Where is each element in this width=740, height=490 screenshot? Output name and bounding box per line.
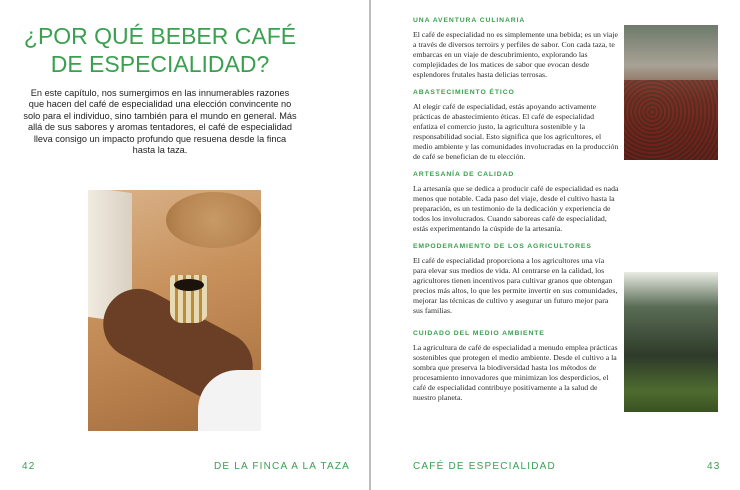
coffee-beans-drying-photo: [624, 25, 718, 160]
section-body: Al elegir café de especialidad, estás apoyando activamente prácticas de abastecimiento éticas. El café de especialidad enfatiza el comercio justo, la agricultura sostenible y la responsabilidad social. Esto significa que los agricultores, el medio ambiente y las comunidades involucradas en la producción de café se benefician de tu elección.: [413, 102, 619, 161]
section-heading: ABASTECIMIENTO ÉTICO: [413, 89, 515, 96]
running-footer-right: CAFÉ DE ESPECIALIDAD: [413, 461, 556, 472]
page-number-right: 43: [707, 461, 721, 472]
sections-column: [413, 17, 619, 403]
section-body: La agricultura de café de especialidad a menudo emplea prácticas sostenibles que protegen el medio ambiente. Desde el cultivo a la sombra que preserva la biodiversidad hasta los métodos de procesamiento innovadores que minimizan los desperdicios, el café de especialidad contribuye positivamente a la salud de nuestro planeta.: [413, 343, 618, 402]
section-heading: CUIDADO DEL MEDIO AMBIENTE: [413, 330, 545, 337]
coffee-cup: [170, 275, 208, 323]
woven-placemat: [166, 192, 261, 248]
coffee-farm-trees-photo: [624, 272, 718, 412]
book-spine: [369, 0, 371, 490]
running-footer-left: DE LA FINCA A LA TAZA: [214, 461, 350, 472]
title-line-2: DE ESPECIALIDAD?: [50, 51, 270, 77]
page-number-left: 42: [22, 461, 36, 472]
section-body: El café de especialidad no es simplemente una bebida; es un viaje a través de diversos terroirs y perfiles de sabor. Con cada taza, te embarcas en un viaje de descubrimiento, explorando las complejidades de los matices de sabor que evocan desde esplendores frutales hasta delicias terrosas.: [413, 30, 619, 79]
section-body: El café de especialidad proporciona a los agricultores una vía para elevar sus medios de vida. Al centrarse en la calidad, los agricultores tienen incentivos para cultivar granos que obtengan precios más altos, lo que les permite invertir en sus comunidades, mejorar las técnicas de cultivo y asegurar un futuro mejor para sus familias.: [413, 256, 618, 315]
left-page-header: [10, 22, 310, 156]
section-heading: EMPODERAMIENTO DE LOS AGRICULTORES: [413, 243, 592, 250]
page-title: [10, 22, 310, 78]
title-line-1: ¿POR QUÉ BEBER CAFÉ: [23, 23, 297, 49]
intro-paragraph: En este capítulo, nos sumergimos en las innumerables razones que hacen del café de especialidad una elección convincente no solo para el individuo, sino también para el mundo en general. Más allá de sus sabores y aromas tentadores, el café de especialidad lleva consigo un impacto profundo que resuena desde la finca hasta la taza.: [23, 88, 297, 156]
section-body: La artesanía que se dedica a producir café de especialidad es nada menos que notable. Cada paso del viaje, desde el cultivo hasta la preparación, es un testimonio de la dedicación y experiencia de todos los involucrados. Cuando saboreas café de especialidad, estás experimentando la cúspide de la artesanía.: [413, 184, 619, 233]
coffee-cup-reading-photo: [88, 190, 261, 431]
section-heading: UNA AVENTURA CULINARIA: [413, 17, 526, 24]
section-heading: ARTESANÍA DE CALIDAD: [413, 171, 515, 178]
